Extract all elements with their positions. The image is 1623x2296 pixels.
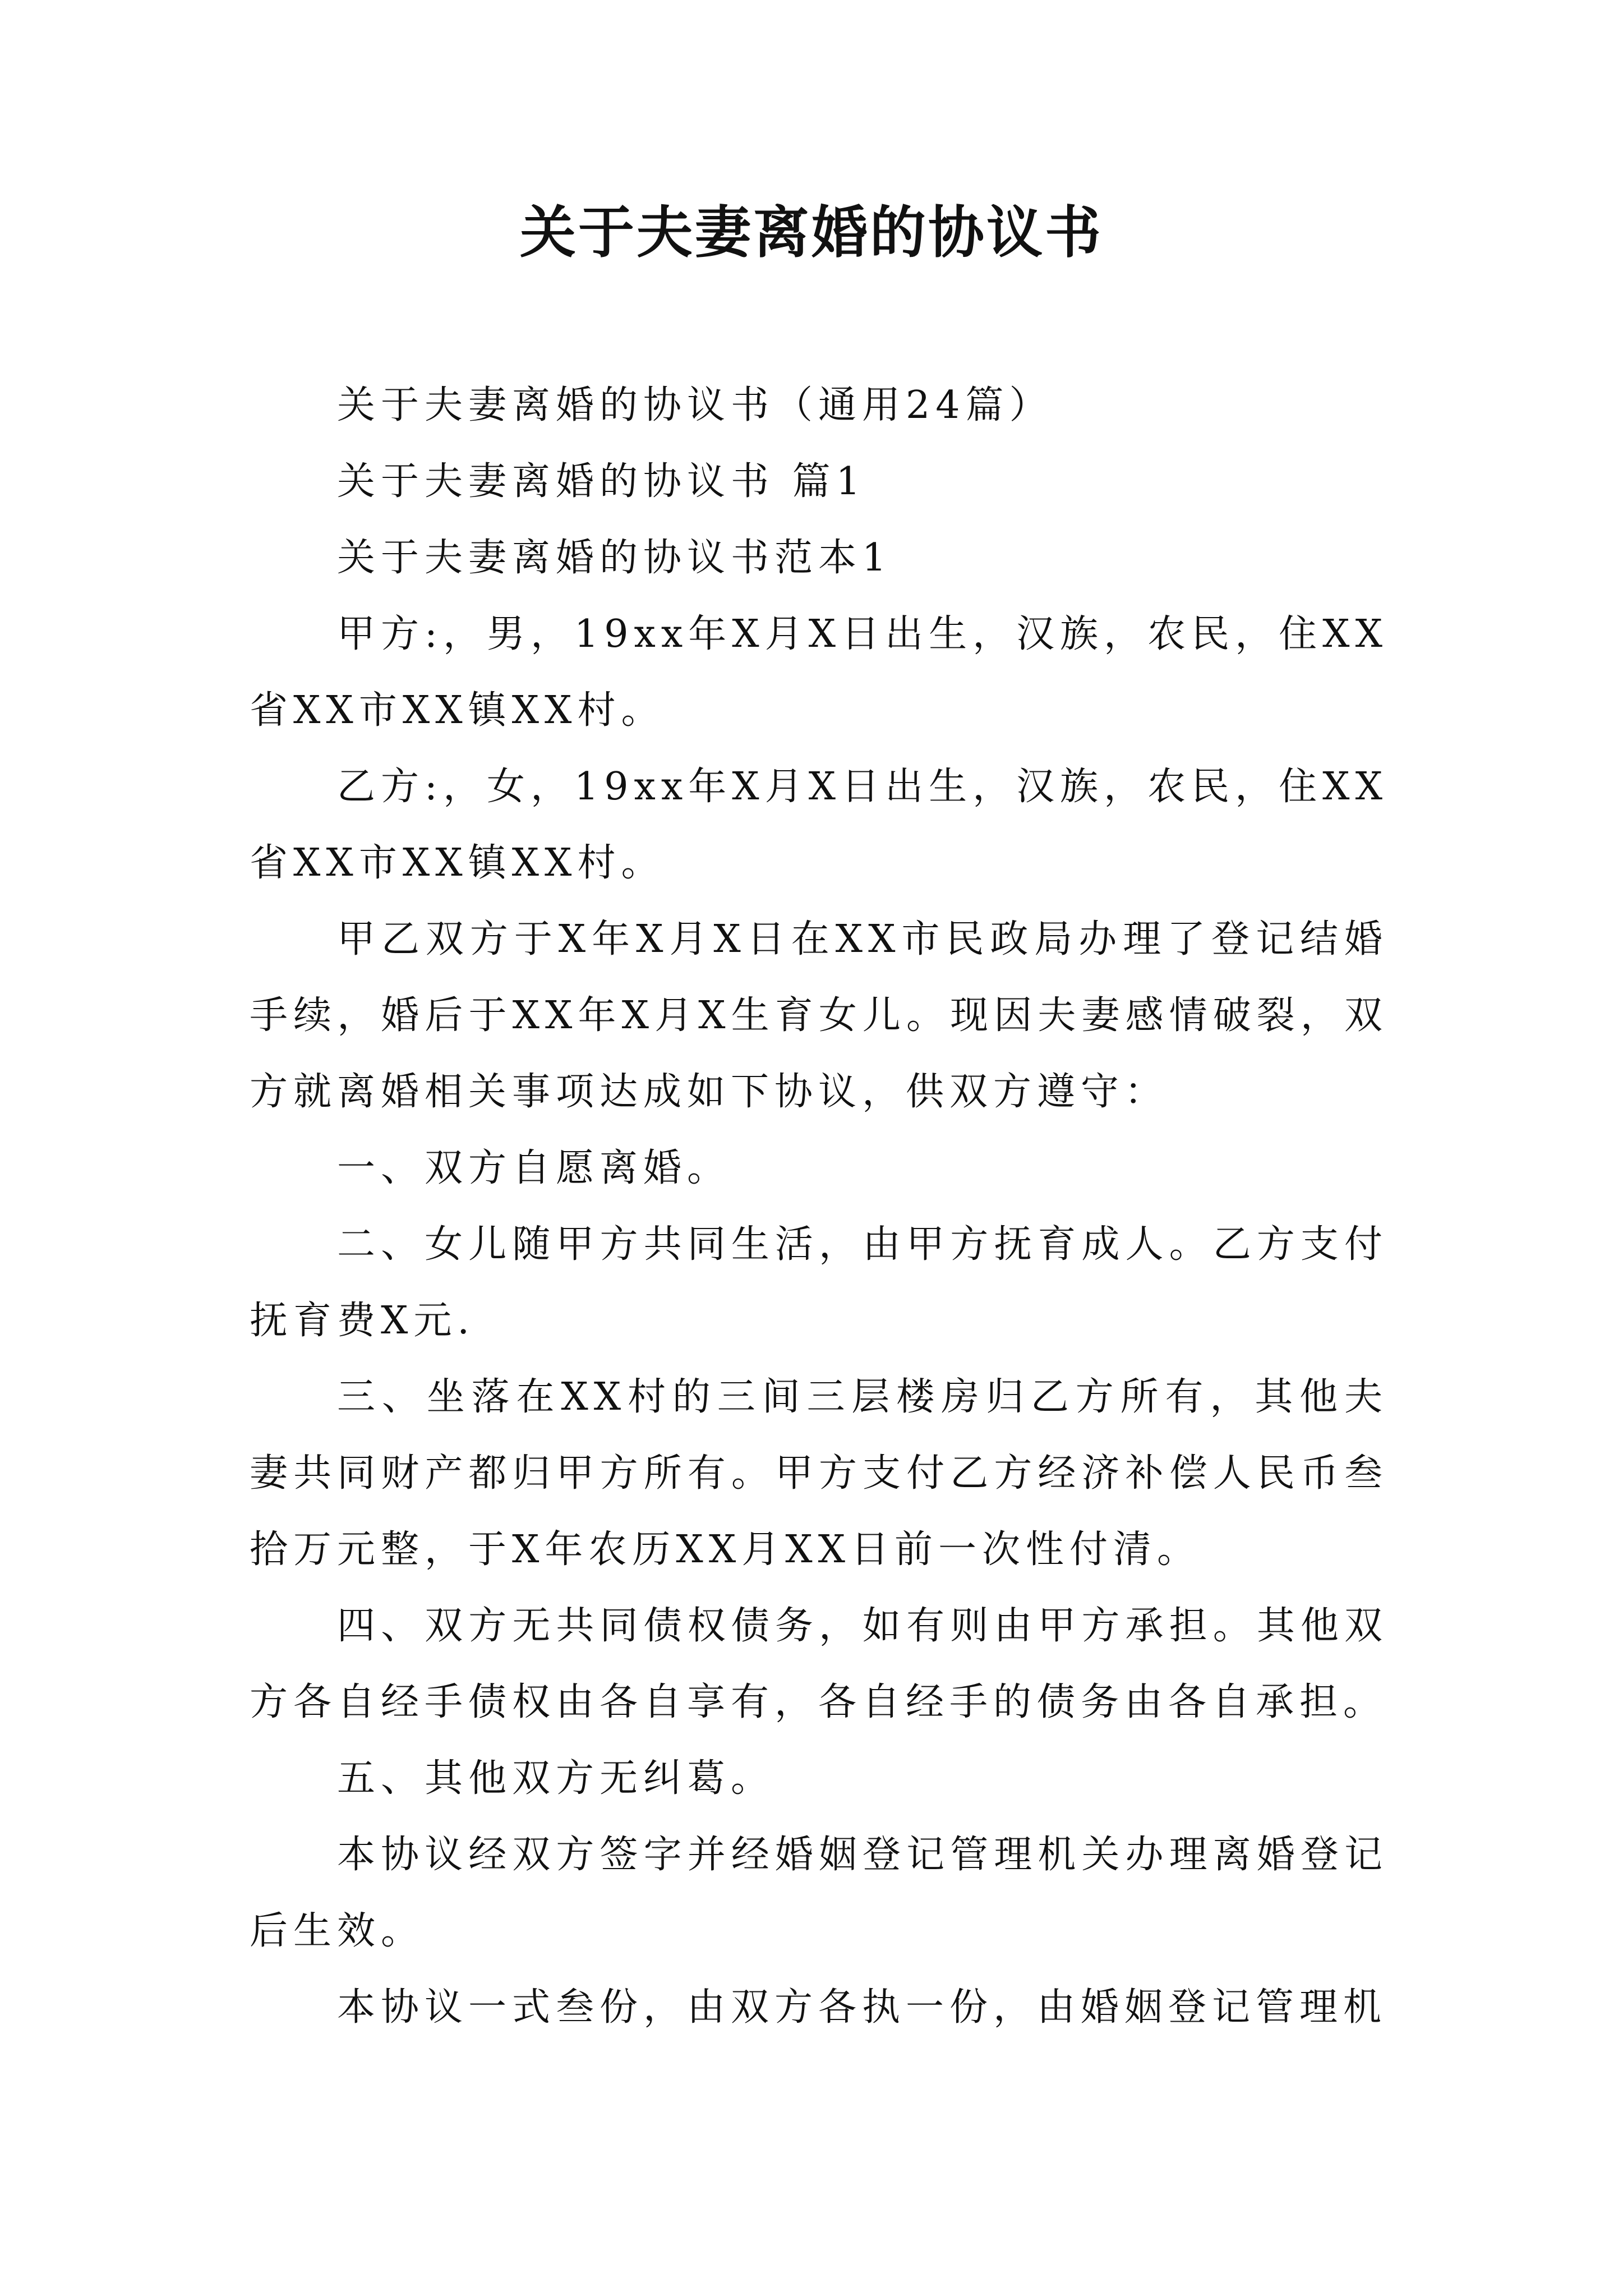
paragraph-template-heading: 关于夫妻离婚的协议书范本1 bbox=[337, 536, 892, 580]
paragraph-subtitle: 关于夫妻离婚的协议书（通用24篇） bbox=[337, 383, 1053, 427]
paragraph-party-b: 乙方:，女，19xx年X月X日出生，汉族，农民，住XX省XX市XX镇XX村。 bbox=[250, 765, 1388, 885]
paragraph-clause-2: 二、女儿随甲方共同生活，由甲方抚育成人。乙方支付抚育费X元. bbox=[250, 1222, 1388, 1343]
paragraph-clause-1: 一、双方自愿离婚。 bbox=[337, 1146, 731, 1190]
document-body bbox=[250, 367, 1388, 2046]
paragraph-copies: 本协议一式叁份，由双方各执一份，由婚姻登记管理机 bbox=[337, 1985, 1387, 2030]
paragraph-background: 甲乙双方于X年X月X日在XX市民政局办理了登记结婚手续，婚后于XX年X月X生育女儿。现因夫妻感情破裂，双方就离婚相关事项达成如下协议，供双方遵守： bbox=[250, 917, 1388, 1114]
paragraph-section-heading: 关于夫妻离婚的协议书 篇1 bbox=[337, 459, 866, 504]
paragraph-party-a: 甲方:，男，19xx年X月X日出生，汉族，农民，住XX省XX市XX镇XX村。 bbox=[250, 612, 1388, 733]
paragraph-clause-3: 三、坐落在XX村的三间三层楼房归乙方所有，其他夫妻共同财产都归甲方所有。甲方支付乙方经济补偿人民币叁拾万元整，于X年农历XX月XX日前一次性付清。 bbox=[250, 1375, 1388, 1572]
document-title: 关于夫妻离婚的协议书 bbox=[520, 200, 1103, 265]
paragraph-effective: 本协议经双方签字并经婚姻登记管理机关办理离婚登记后生效。 bbox=[250, 1833, 1388, 1953]
paragraph-clause-4: 四、双方无共同债权债务，如有则由甲方承担。其他双方各自经手债权由各自享有，各自经手的债务由各自承担。 bbox=[250, 1604, 1388, 1724]
paragraph-clause-5: 五、其他双方无纠葛。 bbox=[337, 1756, 775, 1801]
